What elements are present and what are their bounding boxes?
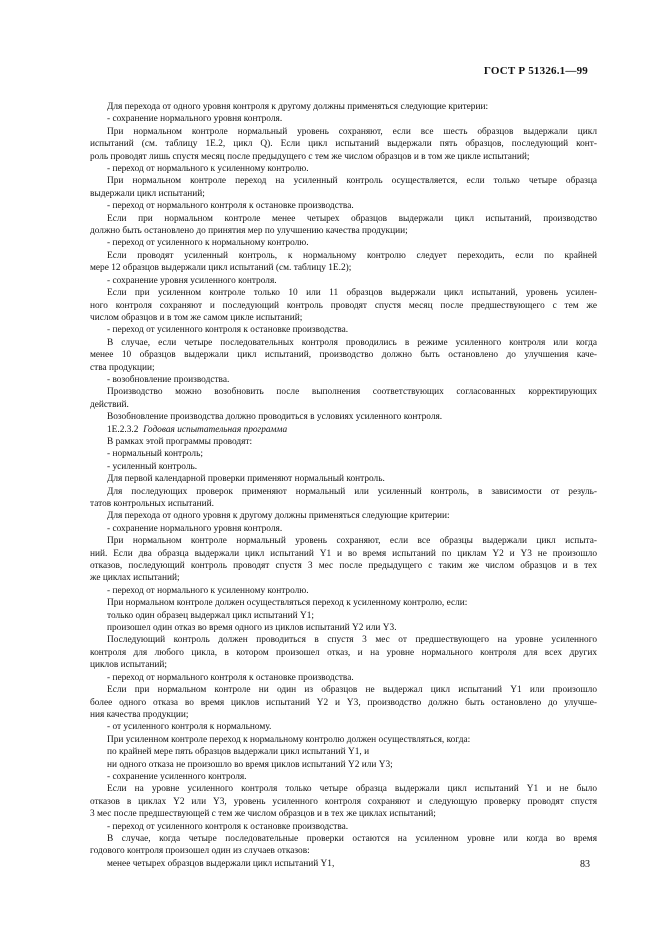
text-line: При нормальном контроле должен осуществляться переход к усиленному контролю, если: xyxy=(107,598,468,609)
text-line: контроля для любого цикла, в котором произошел отказ, и на уровне нормального контроля для всех других xyxy=(90,647,597,658)
text-line: менее 10 образцов выдержали цикл испытаний, производство должно быть остановлено до улучшения каче- xyxy=(90,350,597,361)
text-line: Если при нормальном контроле ни один из образцов не выдержал цикл испытаний Y1 или произошло xyxy=(107,685,597,696)
section-heading xyxy=(90,424,597,436)
text-line: В случае, когда четыре последовательные проверки остаются на усиленном уровне или когда во время xyxy=(107,833,597,844)
text-line: только один образец выдержал цикл испытаний Y1; xyxy=(107,610,315,621)
text-line: Если на уровне усиленного контроля только четыре образца выдержали цикл испытаний Y1 и не было xyxy=(107,784,597,795)
text-line: мере 12 образцов выдержали цикл испытаний (см. таблицу 1Е.2); xyxy=(90,263,352,274)
text-line: же циклах испытаний; xyxy=(90,573,180,584)
text-line: Для последующих проверок применяют нормальный или усиленный контроль, в зависимости от резуль- xyxy=(107,486,597,497)
text-line: - усиленный контроль. xyxy=(107,461,198,472)
text-line: При нормальном контроле нормальный уровень сохраняют, если все шесть образцов выдержали цикл xyxy=(107,126,597,137)
text-line: - сохранение усиленного контроля. xyxy=(107,771,247,782)
text-line: - переход от нормального контроля к остановке производства. xyxy=(107,672,354,683)
text-line: произошел один отказ во время одного из циклов испытаний Y2 или Y3. xyxy=(107,623,397,634)
text-line: ни одного отказа не произошло во время циклов испытаний Y2 или Y3; xyxy=(107,759,393,770)
text-line: - от усиленного контроля к нормальному. xyxy=(107,722,272,733)
text-line: Для перехода от одного уровня к другому должны применяться следующие критерии: xyxy=(107,511,450,522)
text-line: выдержали цикл испытаний; xyxy=(90,188,205,199)
text-line: - переход от усиленного контроля к остановке производства. xyxy=(107,821,349,832)
text-line: годового контроля произошел один из случаев отказов: xyxy=(90,846,310,857)
text-line: роль проводят лишь спустя месяц после предыдущего с тем же числом образцов и в том же цикле испытаний; xyxy=(90,151,530,162)
section-title: Годовая испытательная программа xyxy=(143,424,288,435)
text-line: Если проводят усиленный контроль, к нормальному контролю следует переходить, если по крайней xyxy=(107,250,597,261)
text-line: - переход от нормального к усиленному контролю. xyxy=(107,585,309,596)
text-line: циклов испытаний; xyxy=(90,660,167,671)
text-line: - переход от нормального контроля к остановке производства. xyxy=(107,201,354,212)
text-line: При усиленном контроле переход к нормальному контролю должен осуществляться, когда: xyxy=(107,734,471,745)
section-number: 1Е.2.3.2 xyxy=(107,424,139,435)
page-number: 83 xyxy=(580,859,590,870)
text-line: Производство можно возобновить после выполнения соответствующих согласованных корректирующих xyxy=(107,387,597,398)
text-line: При нормальном контроле нормальный уровень сохраняют, если все образцы выдержали цикл испыта- xyxy=(107,536,597,547)
text-line: Если при усиленном контроле только 10 или 11 образцов выдержали цикл испытаний, уровень усилен- xyxy=(107,288,597,299)
text-line: - сохранение нормального уровня контроля. xyxy=(107,114,283,125)
text-line: - переход от усиленного контроля к остановке производства. xyxy=(107,325,349,336)
text-line: При нормальном контроле переход на усиленный контроль осуществляется, если только четыре образца xyxy=(107,176,597,187)
text-line: ний. Если два образца выдержали цикл испытаний Y1 и во время испытаний по циклам Y2 и Y3 не произошло xyxy=(90,548,597,559)
text-line: татов контрольных испытаний. xyxy=(90,499,214,509)
text-line: Для перехода от одного уровня контроля к другому должны применяться следующие критерии: xyxy=(107,102,489,112)
text-line: отказов в циклах Y2 или Y3, уровень усиленного контроля сохраняют и следующую проверку проводят спустя xyxy=(90,796,597,807)
text-line: числом образцов и в том же самом цикле испытаний; xyxy=(90,312,303,323)
text-line: испытаний (см. таблицу 1Е.2, цикл Q). Если цикл испытаний выдержали пять образцов, последующий конт- xyxy=(90,139,597,150)
text-line: В случае, если четыре последовательных контроля проводились в режиме усиленного контроля или когда xyxy=(107,337,597,348)
document-id-header: ГОСТ Р 51326.1—99 xyxy=(483,65,588,77)
text-line: более одного отказа во время циклов испытаний Y2 и Y3, производство должно быть остановлено до улучше- xyxy=(90,697,597,708)
text-line: Последующий контроль должен проводиться в спустя 3 мес от предшествующего на уровне усиленного xyxy=(107,635,597,646)
text-line: - сохранение нормального уровня контроля. xyxy=(107,523,283,534)
text-line: Для первой календарной проверки применяют нормальный контроль. xyxy=(107,474,385,485)
text-line: ства продукции; xyxy=(90,362,155,373)
text-line: ния качества продукции; xyxy=(90,709,189,720)
text-line: должно быть остановлено до принятия мер по улучшению качества продукции; xyxy=(90,226,408,237)
text-line: В рамках этой программы проводят: xyxy=(107,436,253,447)
text-line: по крайней мере пять образцов выдержали цикл испытаний Y1, и xyxy=(107,747,370,758)
text-line: отказов, последующий контроль проводят спустя 3 мес после предыдущего с таким же числом образцов и в тех xyxy=(90,561,597,572)
text-line: действий. xyxy=(90,399,129,410)
text-line: - нормальный контроль; xyxy=(107,449,203,460)
text-line: - возобновление производства. xyxy=(107,374,230,385)
text-line: - сохранение уровня усиленного контроля. xyxy=(107,275,277,286)
text-line: 3 мес после предшествующей с тем же числом образцов и в тех же циклах испытаний; xyxy=(90,809,436,820)
text-line: Возобновление производства должно проводиться в условиях усиленного контроля. xyxy=(107,412,443,423)
document-body xyxy=(90,101,597,870)
text-line: Если при нормальном контроле менее четырех образцов выдержали цикл испытаний, производство xyxy=(107,213,597,224)
text-line: ного контроля сохраняют и последующий контроль проводят спустя месяц после предшествующего с тем же xyxy=(90,300,597,311)
text-line: - переход от усиленного к нормальному контролю. xyxy=(107,238,309,249)
text-line: менее четырех образцов выдержали цикл испытаний Y1, xyxy=(107,858,335,869)
text-line: - переход от нормального к усиленному контролю. xyxy=(107,164,309,175)
